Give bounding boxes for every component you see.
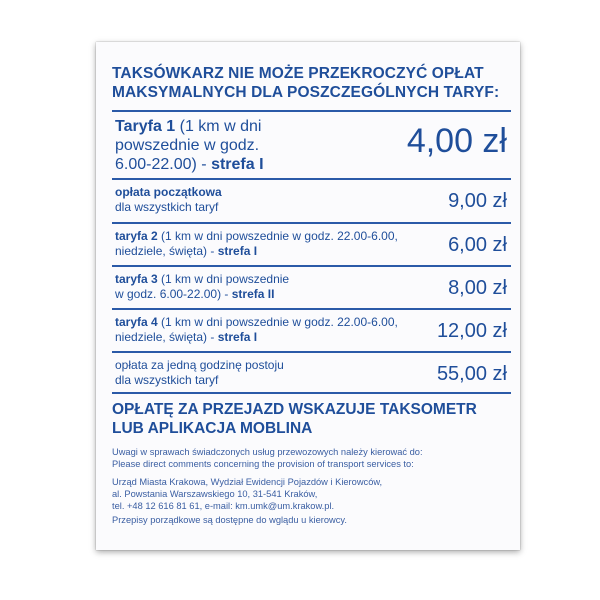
- tariff-1-price: 4,00 zł: [406, 122, 507, 160]
- waiting-fee-name: opłata za jedną godzinę postoju: [115, 358, 284, 372]
- tariff-2-zone: strefa I: [217, 244, 258, 258]
- waiting-fee-text: [115, 358, 415, 388]
- comments-note-en: Please direct comments concerning the provision of transport services to:: [112, 459, 414, 469]
- rules-note: Przepisy porządkowe są dostępne do wglądu u kierowcy.: [112, 515, 347, 525]
- tariff-4-text: [115, 315, 415, 345]
- initial-fee-desc: dla wszystkich taryf: [115, 200, 219, 214]
- tariff-row-2: [112, 226, 511, 264]
- initial-fee-price: 9,00 zł: [448, 190, 507, 212]
- tariff-1-desc-2: powszednie w godz.: [115, 137, 260, 154]
- tariff-2-price: 6,00 zł: [448, 234, 507, 256]
- divider: [112, 392, 511, 394]
- divider: [112, 265, 511, 267]
- tariff-1-zone: strefa I: [211, 156, 264, 173]
- contact-line: tel. +48 12 616 81 61, e-mail: km.umk@um.krakow.pl.: [112, 501, 335, 511]
- divider: [112, 110, 511, 112]
- divider: [112, 308, 511, 310]
- tariff-4-zone: strefa I: [217, 330, 258, 344]
- meter-notice-line-2: LUB APLIKACJA MOBLINA: [112, 420, 313, 437]
- tariff-3-desc-2: w godz. 6.00-22.00) -: [115, 287, 232, 301]
- tariff-row-1: [112, 114, 511, 176]
- office-address: [112, 476, 512, 512]
- waiting-fee-price: 55,00 zł: [436, 363, 507, 385]
- tariff-3-text: [115, 272, 415, 302]
- tariff-1-desc-1: (1 km w dni: [175, 118, 262, 135]
- tariff-4-name: taryfa 4: [115, 315, 158, 329]
- comments-note: [112, 446, 512, 470]
- tariff-1-name: Taryfa 1: [115, 118, 176, 135]
- tariff-4-desc-1: (1 km w dni powszednie w godz. 22.00-6.00,: [157, 315, 398, 329]
- tariff-2-text: [115, 229, 415, 259]
- initial-fee-text: [115, 185, 415, 215]
- tariff-1-text: [115, 117, 355, 174]
- tariff-row-3: [112, 269, 511, 307]
- divider: [112, 222, 511, 224]
- address-line-2: al. Powstania Warszawskiego 10, 31-541 Kraków,: [112, 489, 318, 499]
- sign-title: [112, 64, 512, 102]
- tariff-3-zone: strefa II: [231, 287, 275, 301]
- tariff-3-price: 8,00 zł: [448, 277, 507, 299]
- comments-note-pl: Uwagi w sprawach świadczonych usług przewozowych należy kierować do:: [112, 447, 423, 457]
- tariff-row-waiting: [112, 355, 511, 393]
- meter-notice: [112, 400, 512, 438]
- tariff-3-desc-1: (1 km w dni powszednie: [157, 272, 290, 286]
- tariff-2-desc-2: niedziele, święta) -: [115, 244, 218, 258]
- waiting-fee-desc: dla wszystkich taryf: [115, 373, 219, 387]
- initial-fee-name: opłata początkowa: [115, 185, 222, 199]
- tariff-row-initial: [112, 182, 511, 222]
- tariff-2-desc-1: (1 km w dni powszednie w godz. 22.00-6.00,: [157, 229, 398, 243]
- divider: [112, 351, 511, 353]
- meter-notice-line-1: OPŁATĘ ZA PRZEJAZD WSKAZUJE TAKSOMETR: [112, 401, 477, 418]
- address-line-1: Urząd Miasta Krakowa, Wydział Ewidencji Pojazdów i Kierowców,: [112, 477, 383, 487]
- tariff-4-price: 12,00 zł: [436, 320, 507, 342]
- tariff-2-name: taryfa 2: [115, 229, 158, 243]
- divider: [112, 178, 511, 180]
- tariff-row-4: [112, 312, 511, 350]
- taxi-fare-sign: [96, 42, 520, 550]
- title-line-1: TAKSÓWKARZ NIE MOŻE PRZEKROCZYĆ OPŁAT: [112, 65, 484, 82]
- tariff-1-desc-3: 6.00-22.00) -: [115, 156, 212, 173]
- title-line-2: MAKSYMALNYCH DLA POSZCZEGÓLNYCH TARYF:: [112, 84, 500, 101]
- tariff-4-desc-2: niedziele, święta) -: [115, 330, 218, 344]
- tariff-3-name: taryfa 3: [115, 272, 158, 286]
